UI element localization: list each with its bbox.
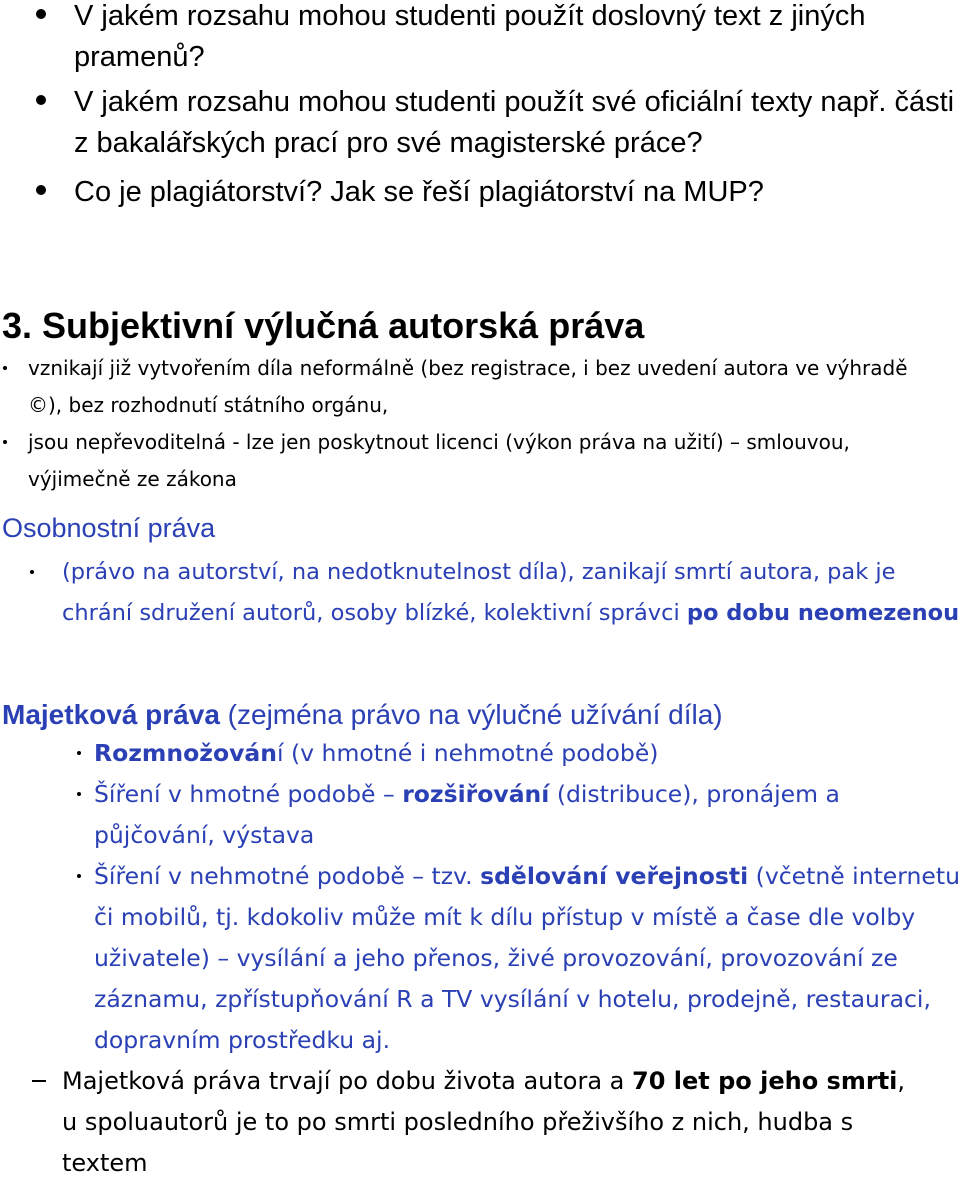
question-item [0,0,960,78]
list-item [0,552,960,634]
list-item-text: Šíření v hmotné podobě – [94,780,403,808]
osobnostni-title: Osobnostní práva [2,513,216,543]
section-title: 3. Subjektivní výlučná autorská práva [2,305,645,346]
list-item-bold: sdělování veřejnosti [480,862,749,890]
bullet-icon [30,570,34,574]
list-item [0,856,960,1061]
list-item-text: (právo na autorství, na nedotknutelnost díla), zanikají smrtí autora, pak je chrání sdružení autorů, osoby blízké, kolektivní správci [62,559,896,626]
majetkova-bullets [0,733,960,1184]
question-text: V jakém rozsahu mohou studenti použít doslovný text z jiných pramenů? [74,0,866,73]
bullet-icon [77,792,81,796]
list-item-text: (distribuce), pronájem a půjčování, výstava [94,780,840,849]
dash-icon [32,1080,46,1082]
list-item-text: , u spoluautorů je to po smrti posledního přeživšího z nich, hudba s textem [62,1067,906,1177]
bullet-icon [3,366,7,370]
bullet-icon [36,95,46,105]
bullet-icon [36,9,46,19]
bullet-icon [77,874,81,878]
list-item [0,424,888,498]
list-item-bold: po dobu neomezenou [686,600,960,626]
list-item-bold: 70 let po jeho smrti [632,1067,898,1095]
majetkova-title-rest: (zejména právo na výlučné užívání díla) [219,699,723,730]
bullet-icon [3,440,7,444]
bullet-icon [36,185,46,195]
list-item-text: í (v hmotné i nehmotné podobě) [277,739,659,767]
list-item-text: jsou nepřevoditelná - lze jen poskytnout licenci (výkon práva na užití) – smlouvou, výjimečně ze zákona [28,430,850,491]
majetkova-title-bold: Majetková práva [2,699,220,730]
osobnostni-bullets [0,552,960,634]
list-item-text: (včetně internetu či mobilů, tj. kdokoliv může mít k dílu přístup v místě a čase dle volby uživatele) – vysílání a jeho přenos, živé provozování, provozování ze záznamu, zpřístupňování R a TV vysílání v hotelu, prodejně, restauraci, dopravním prostředku aj. [94,862,960,1054]
majetkova-title [2,697,723,733]
question-item [0,172,960,213]
question-text: Co je plagiátorství? Jak se řeší plagiátorství na MUP? [74,176,764,208]
list-item [0,774,960,856]
list-item-bold: rozšiřování [402,780,550,808]
question-text: V jakém rozsahu mohou studenti použít své oficiální texty např. části z bakalářských prací pro své magisterské práce? [74,86,955,159]
section3-bullets [0,350,960,498]
list-item-text: Majetková práva trvají po dobu života autora a [62,1067,633,1095]
question-item [0,82,960,164]
list-item [0,350,928,424]
list-item [0,733,960,774]
bullet-icon [77,751,81,755]
list-item-text: vznikají již vytvořením díla neformálně (bez registrace, i bez uvedení autora ve výhradě ©), bez rozhodnutí státního orgánu, [28,356,908,417]
list-item-bold: Rozmnožován [94,739,278,767]
list-item-text: Šíření v nehmotné podobě – tzv. [94,862,481,890]
dash-item [0,1061,922,1184]
